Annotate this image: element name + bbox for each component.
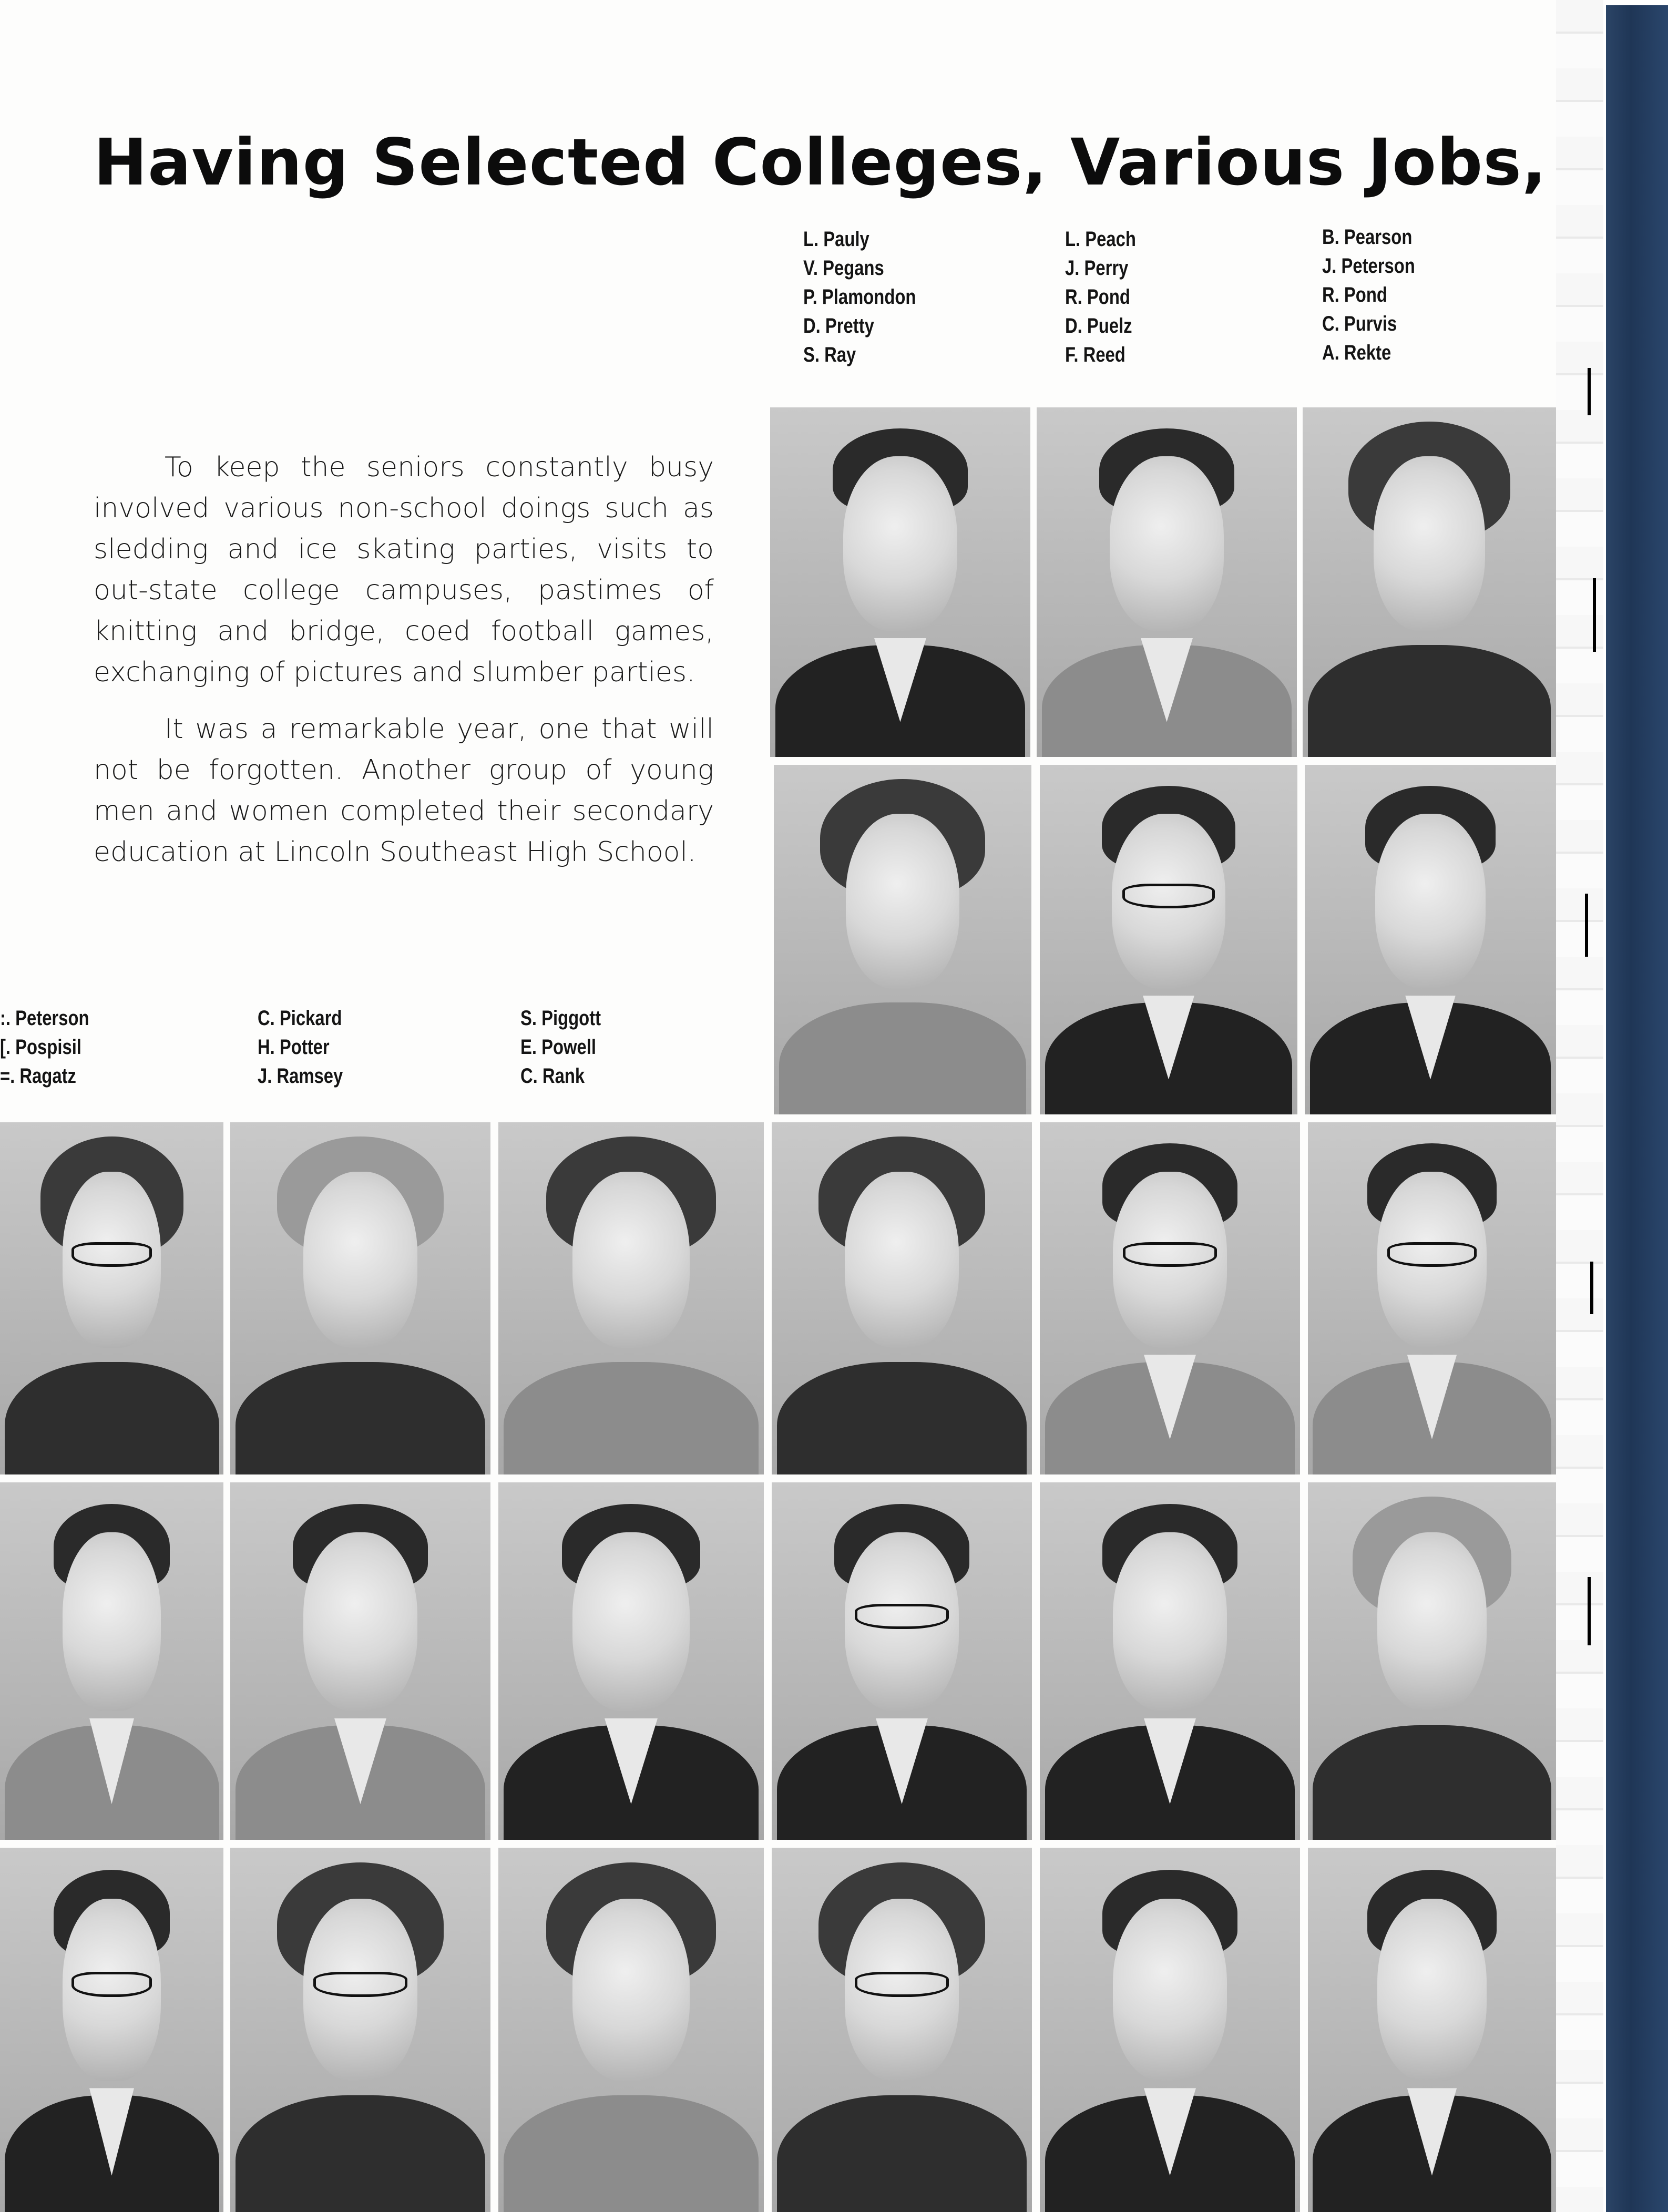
binding-mark	[1593, 578, 1596, 652]
body-text	[94, 447, 714, 888]
student-portrait	[1040, 1848, 1300, 2212]
book-binding	[1556, 0, 1668, 2212]
binding-mark	[1590, 1262, 1593, 1314]
student-portrait	[772, 1482, 1032, 1840]
student-portrait	[498, 1122, 764, 1474]
name-column-left-3	[520, 1004, 601, 1091]
student-name: V. Pegans	[803, 257, 884, 280]
name-column-2	[1065, 225, 1136, 370]
student-name: J. Peterson	[1322, 254, 1415, 278]
student-name: E. Powell	[520, 1036, 596, 1059]
student-name: :. Peterson	[0, 1007, 89, 1030]
student-name: L. Pauly	[803, 228, 869, 251]
student-name: =. Ragatz	[0, 1064, 76, 1088]
student-portrait	[498, 1482, 764, 1840]
page-edges	[1556, 0, 1603, 2212]
student-portrait	[772, 1122, 1032, 1474]
student-portrait	[1308, 1482, 1556, 1840]
student-name: J. Ramsey	[258, 1064, 343, 1088]
student-portrait	[1308, 1122, 1556, 1474]
student-portrait	[230, 1848, 490, 2212]
student-name: D. Pretty	[803, 314, 874, 337]
student-portrait	[1040, 1482, 1300, 1840]
page-title: Having Selected Colleges, Various Jobs,	[94, 125, 1547, 200]
student-portrait	[0, 1482, 223, 1840]
student-name: J. Perry	[1065, 257, 1129, 280]
student-name: H. Potter	[258, 1036, 330, 1059]
student-name: B. Pearson	[1322, 226, 1413, 249]
paragraph: To keep the seniors constantly busy involved various non-school doings such as sledding and ice skating parties, visits to out-state college campuses, pastimes of knitting and bridge, coed football games, exchanging of pictures and slumber parties.	[94, 452, 714, 688]
student-portrait	[1040, 1122, 1300, 1474]
name-column-3	[1322, 223, 1415, 367]
student-portrait	[1305, 765, 1556, 1114]
binding-mark	[1588, 1577, 1591, 1645]
student-name: S. Ray	[803, 343, 856, 366]
student-name: R. Pond	[1065, 285, 1130, 309]
binding-mark	[1585, 894, 1588, 957]
student-name: [. Pospisil	[0, 1036, 81, 1059]
student-name: C. Pickard	[258, 1007, 342, 1030]
student-name: C. Rank	[520, 1064, 585, 1088]
student-name: S. Piggott	[520, 1007, 601, 1030]
student-portrait	[772, 1848, 1032, 2212]
student-portrait	[0, 1848, 223, 2212]
student-name: R. Pond	[1322, 283, 1387, 306]
name-column-left-1	[0, 1004, 89, 1091]
binding-mark	[1588, 368, 1591, 415]
student-name: C. Purvis	[1322, 312, 1397, 335]
paragraph: It was a remarkable year, one that will not be forgotten. Another group of young men and women completed their secondary education at Lincoln Southeast High School.	[94, 713, 714, 868]
student-portrait	[1037, 407, 1297, 757]
student-portrait	[1040, 765, 1297, 1114]
student-name: F. Reed	[1065, 343, 1125, 366]
student-portrait	[1308, 1848, 1556, 2212]
name-column-1	[803, 225, 916, 370]
student-name: L. Peach	[1065, 228, 1136, 251]
student-name: P. Plamondon	[803, 285, 916, 309]
name-column-left-2	[258, 1004, 343, 1091]
student-portrait	[774, 765, 1031, 1114]
student-portrait	[770, 407, 1030, 757]
student-portrait	[498, 1848, 764, 2212]
student-portrait	[230, 1122, 490, 1474]
student-portrait	[0, 1122, 223, 1474]
book-cover-spine	[1606, 5, 1668, 2212]
student-portrait	[230, 1482, 490, 1840]
student-name: A. Rekte	[1322, 341, 1391, 364]
student-name: D. Puelz	[1065, 314, 1132, 337]
student-portrait	[1303, 407, 1556, 757]
